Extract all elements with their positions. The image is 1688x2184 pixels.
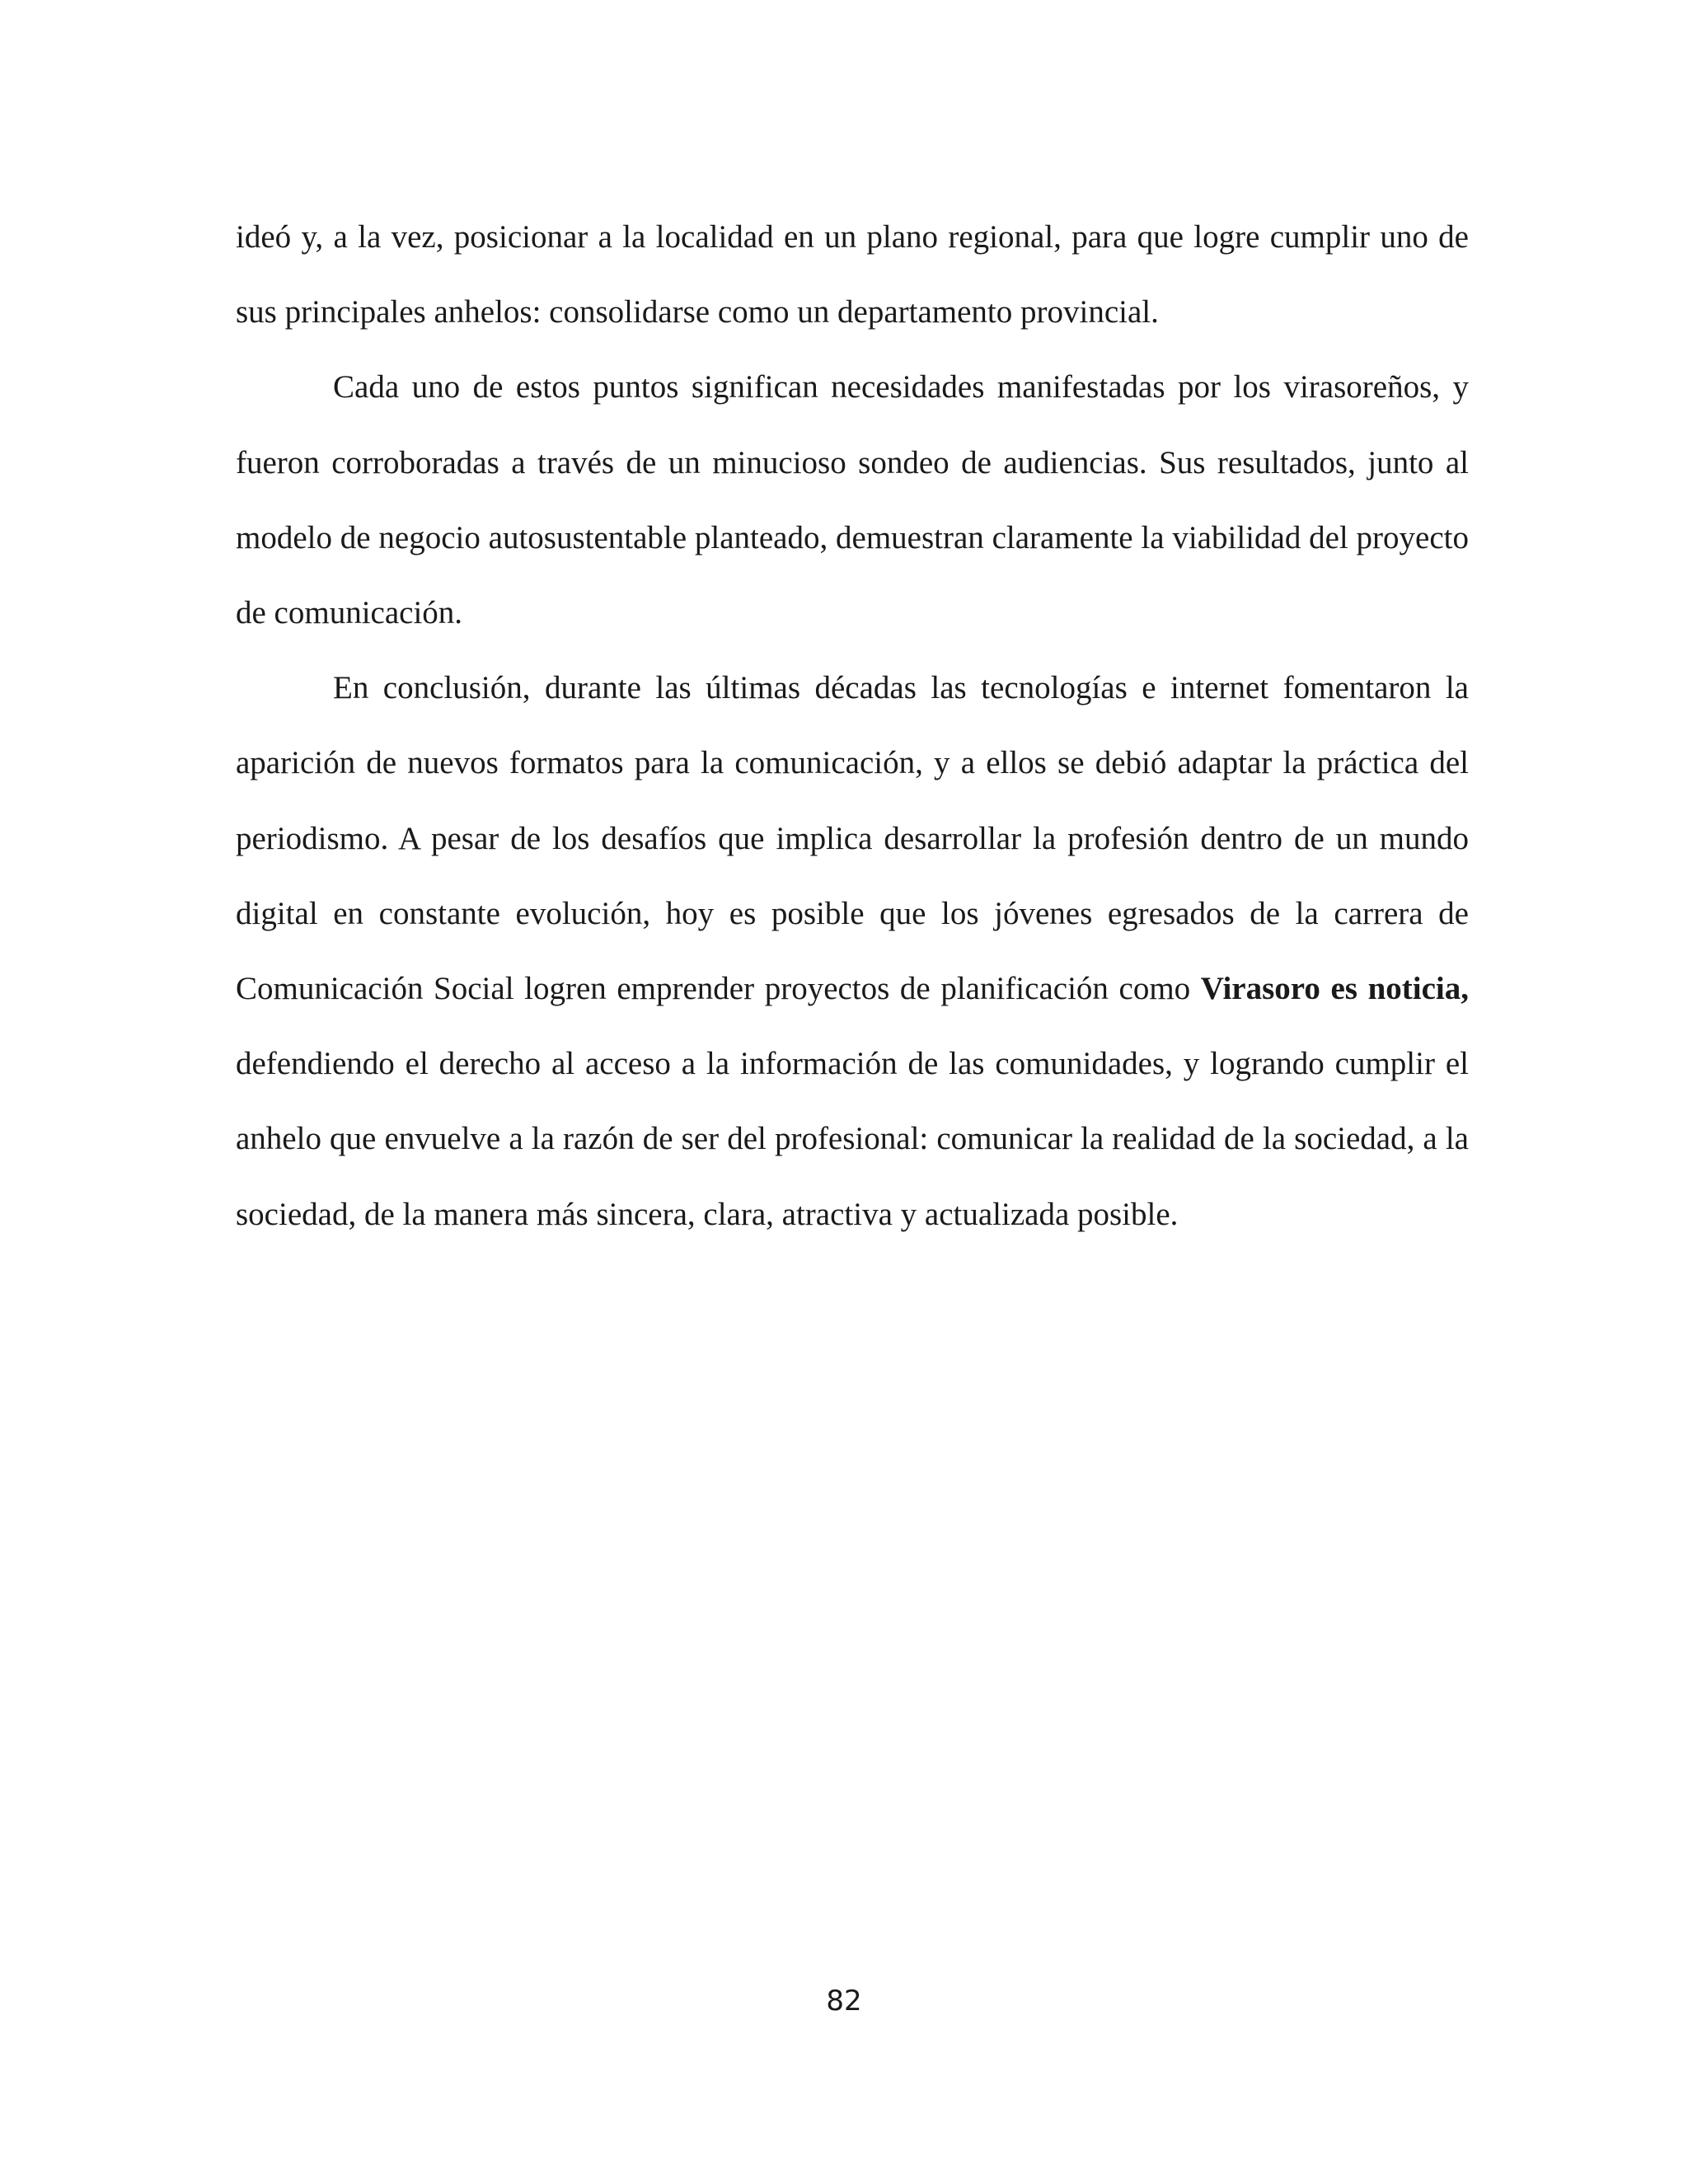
page-number: 82 — [826, 1985, 862, 2018]
project-name-bold: Virasoro es noticia, — [1200, 971, 1469, 1007]
conclusion-text-start: En conclusión, durante las últimas décadas las tecnologías e internet fomentaron la aparición de nuevos formatos para la comunicación, y a ellos se debió adaptar la práctica del periodismo. A pesar de los desafíos que implica desarrollar la profesión dentro de un mundo digital en constante evolución, hoy es posible que los jóvenes egresados de la carrera de Comunicación Social logren emprender proyectos de planificación como — [236, 670, 1469, 1007]
paragraph-needs: Cada uno de estos puntos significan necesidades manifestadas por los virasoreños, y fueron corroboradas a través de un minucioso sondeo de audiencias. Sus resultados, junto al modelo de negocio autosustentable planteado, demuestran claramente la viabilidad del proyecto de comunicación. — [236, 369, 1469, 631]
conclusion-text-end: defendiendo el derecho al acceso a la información de las comunidades, y logrando cumplir el anhelo que envuelve a la razón de ser del profesional: comunicar la realidad de la sociedad, a la sociedad, de la manera más sincera, clara, atractiva y actualizada posible. — [236, 1046, 1469, 1232]
paragraph-continuation: ideó y, a la vez, posicionar a la localidad en un plano regional, para que logre cumplir uno de sus principales anhelos: consolidarse como un departamento provincial. — [236, 219, 1469, 330]
paragraph-conclusion — [236, 650, 1469, 1252]
body-text — [236, 199, 1469, 1252]
